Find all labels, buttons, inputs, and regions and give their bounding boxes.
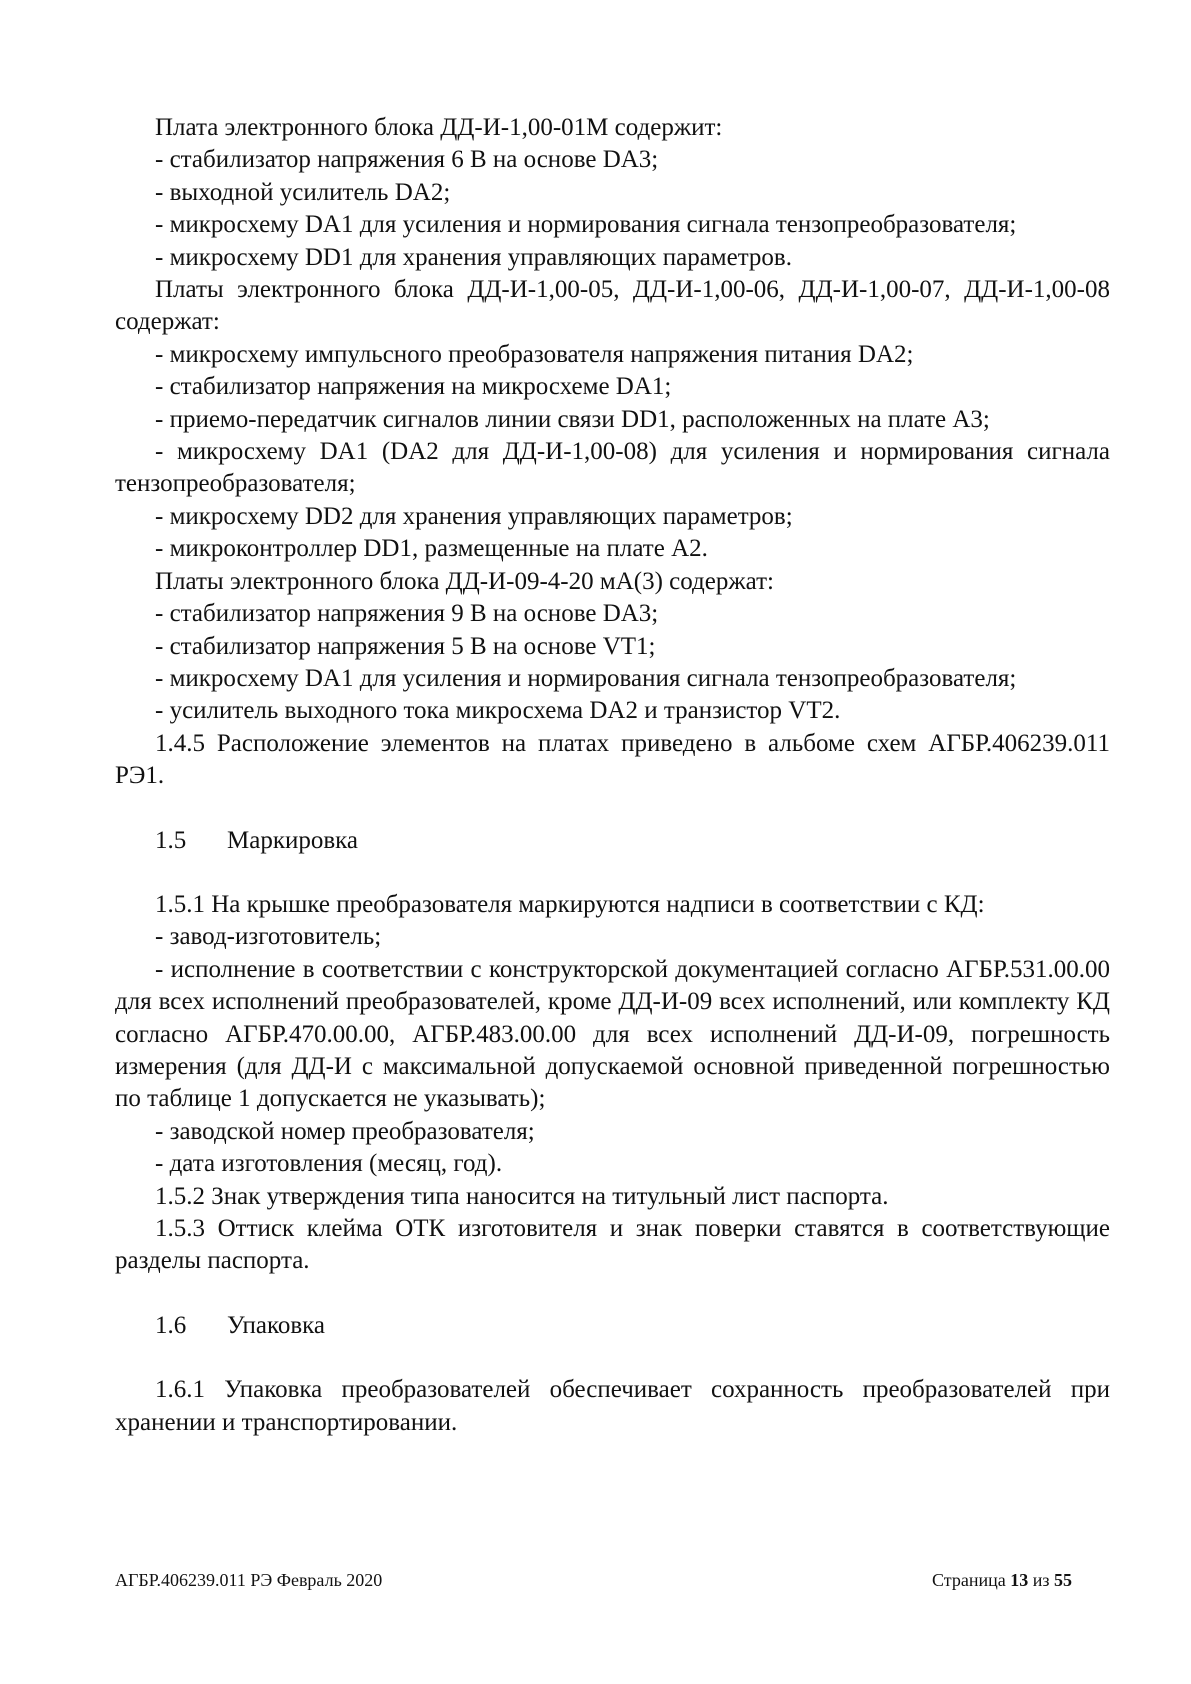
page-number — [932, 1569, 1072, 1591]
page-current: 13 — [1010, 1570, 1029, 1590]
list-item: - усилитель выходного тока микросхема DA2 и транзистор VT2. — [155, 697, 841, 725]
section-number: 1.6 — [155, 1311, 187, 1339]
section-heading-1-6 — [115, 1310, 1110, 1342]
list-item: - завод-изготовитель; — [155, 923, 382, 951]
section-title: Маркировка — [227, 826, 359, 854]
paragraph: 1.6.1 Упаковка преобразователей обеспечивает сохранность преобразователей при хранении и транспортировании. — [115, 1376, 1110, 1436]
document-body — [115, 112, 1110, 1439]
paragraph: Плата электронного блока ДД-И-1,00-01М содержит: — [155, 114, 723, 141]
of-label: из — [1032, 1570, 1050, 1590]
list-item: - микросхему DD1 для хранения управляющих параметров. — [155, 243, 792, 271]
paragraph: 1.5.2 Знак утверждения типа наносится на титульный лист паспорта. — [155, 1182, 889, 1210]
section-heading-1-5 — [115, 825, 1110, 857]
section-number: 1.5 — [155, 826, 187, 854]
list-item: - стабилизатор напряжения 9 В на основе DA3; — [155, 600, 659, 628]
spacer — [115, 857, 1110, 889]
list-item: - микросхему DD2 для хранения управляющих параметров; — [155, 502, 793, 530]
list-item: - дата изготовления (месяц, год). — [155, 1150, 503, 1178]
list-item: - микросхему DA1 для усиления и нормирования сигнала тензопреобразователя; — [155, 664, 1017, 692]
spacer — [115, 1278, 1110, 1310]
list-item: - выходной усилитель DA2; — [155, 178, 451, 206]
paragraph: Платы электронного блока ДД-И-09-4-20 мА(3) содержат: — [155, 567, 774, 595]
document-id: АГБР.406239.011 РЭ Февраль 2020 — [115, 1570, 383, 1590]
list-item: - приемо-передатчик сигналов линии связи DD1, расположенных на плате А3; — [155, 405, 990, 433]
list-item: - исполнение в соответствии с конструкторской документацией согласно АГБР.531.00.00 для всех исполнений преобразователей, кроме ДД-И-09 всех исполнений, или комплекту КД согласно АГБР.470.00.00, АГБР.483.00.00 для всех исполнений ДД-И-09, погрешность измерения (для ДД-И с максимальной допускаемой основной приведенной погрешностью по таблице 1 допускается не указывать); — [115, 955, 1110, 1113]
list-item: - микроконтроллер DD1, размещенные на плате А2. — [155, 535, 708, 563]
section-title: Упаковка — [227, 1311, 326, 1339]
list-item: - стабилизатор напряжения на микросхеме DA1; — [155, 373, 672, 401]
spacer — [115, 793, 1110, 825]
list-item: - микросхему DA1 (DA2 для ДД-И-1,00-08) для усиления и нормирования сигнала тензопреобразователя; — [115, 438, 1110, 498]
list-item: - микросхему импульсного преобразователя напряжения питания DA2; — [155, 340, 914, 368]
page-total: 55 — [1054, 1570, 1072, 1590]
paragraph: 1.5.1 На крышке преобразователя маркируются надписи в соответствии с КД: — [155, 890, 985, 918]
list-item: - заводской номер преобразователя; — [155, 1117, 535, 1145]
paragraph: 1.4.5 Расположение элементов на платах приведено в альбоме схем АГБР.406239.011 РЭ1. — [115, 729, 1110, 790]
list-item: - микросхему DA1 для усиления и нормирования сигнала тензопреобразователя; — [155, 211, 1017, 239]
list-item: - стабилизатор напряжения 6 В на основе DA3; — [155, 146, 659, 174]
page-label: Страница — [932, 1570, 1006, 1590]
list-item: - стабилизатор напряжения 5 В на основе VT1; — [155, 632, 656, 660]
paragraph: Платы электронного блока ДД-И-1,00-05, ДД-И-1,00-06, ДД-И-1,00-07, ДД-И-1,00-08 содержат: — [115, 276, 1110, 336]
paragraph: 1.5.3 Оттиск клейма ОТК изготовителя и знак поверки ставятся в соответствующие разделы паспорта. — [115, 1215, 1110, 1275]
spacer — [115, 1342, 1110, 1374]
